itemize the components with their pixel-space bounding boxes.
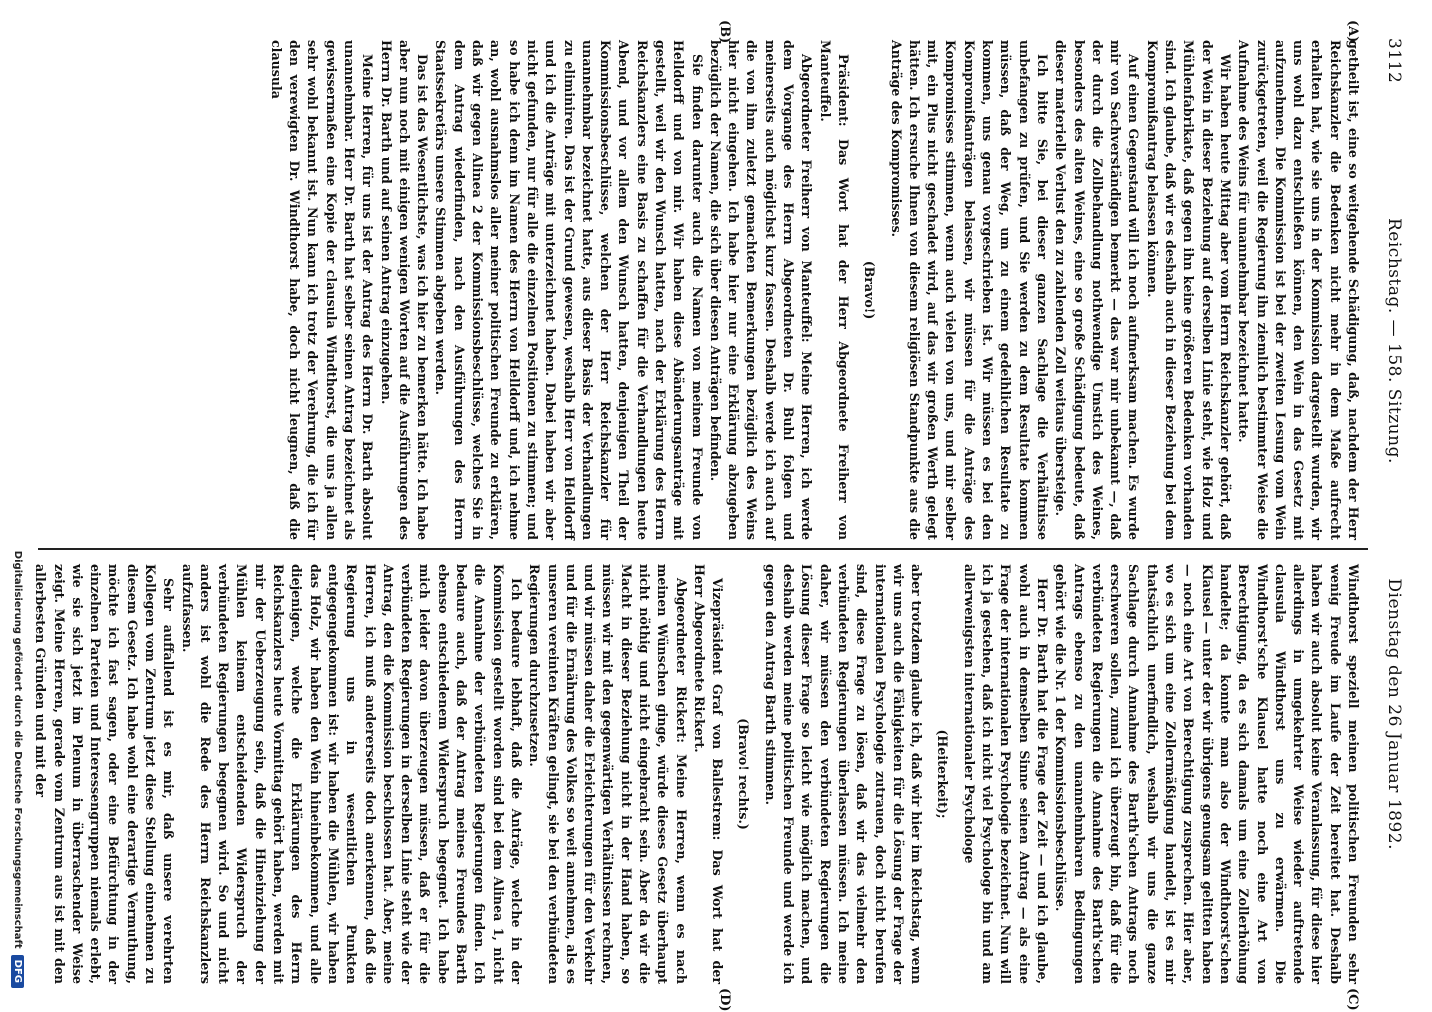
- paragraph: Abgeordneter Rickert: Meine Herren, wenn es nach meinen Wünschen ginge, würde dieses Gesetz überhaupt nicht nöthig und nicht eingebracht sein. Aber da wir die Macht in dieser Beziehung nicht in der Hand haben, so müssen wir mit den gegenwärtigen Verhältnissen rechnen, und wir müssen daher die Erleichterungen für den Verkehr und für die Ernährung des Volkes so weit annehmen, als es unseren vereinten Kräften gelingt, sie bei den verbündeten Regierungen durchzusetzen.: [527, 564, 689, 984]
- paragraph: getheilt ist, eine so weitgehende Schädigung, daß, nachdem der Herr Reichskanzler die Bedenken nicht mehr in dem Maße aufrecht erhalten hat, wie sie uns in der Kommission dargestellt wurden, wir uns wohl dazu entschließen können, den Wein in das Gesetz mit aufzunehmen. Die Kommission ist bei der zweiten Lesung vom Wein zurückgetreten, weil die Regierung ihn ziemlich bestimmter Weise die Aufnahme des Weins für unannehmbar bezeichnet hatte.: [1236, 40, 1361, 540]
- paragraph: Ich bedaure lebhaft, daß die Anträge, welche in der Kommission gestellt worden sind bei dem Alinea 1, nicht die Annahme der verbündeten Regierungen finden. Ich bedaure auch, daß der Antrag meines Freundes Barth ebenso entschiedenem Widerspruch begegnet. Ich habe mich leider davon überzeugen müssen, daß er für die verbündeten Regierungen in derselben Linie steht wie der Antrag, den die Kommission beschlossen hat. Aber, meine Herren, ich muß andererseits doch anerkennen, daß die Regierung uns in wesentlichen Punkten entgegengekommen ist: wir haben die Mühlen, wir haben das Holz, wir haben den Wein hineinbekommen, und alle diejenigen, welche die Erklärungen des Herrn Reichskanzlers heute Vormittag gehört haben, werden mit mir der Ueberzeugung sein, daß die Hineinziehung der Mühlen keinem entscheidenden Widerspruch der verbündeten Regierungen begegnen wird. So und nicht anders ist wohl die Rede des Herrn Reichskanzlers aufzufassen.: [179, 564, 524, 984]
- paragraph: Windthorst speziell meinen politischen Freunden sehr wenig Freude im Laufe der Zeit bereitet hat. Deshalb haben wir auch absolut keine Veranlassung, für diese hier allerdings in umgekehrter Weise wieder auftretende clausula Windthorst uns zu erwärmen. Die Windthorst'sche Klausel hatte noch eine Art von Berechtigung, da es sich damals um eine Zollerhöhung handelte; da konnte man also der Windthorst'schen Klausel — unter der wir übrigens genugsam gelitten haben — noch eine Art von Berechtigung zusprechen. Hier aber, wo es sich um eine Zollermäßigung handelt, ist es mir thatsächlich unerfindlich, weshalb wir uns die ganze Sachlage durch Annahme des Barth'schen Antrags noch erschweren sollen, zumal ich überzeugt bin, daß für die verbündeten Regierungen die Annahme des Barth'schen Antrags ebenso zu den unannehmbaren Bedingungen gehört wie die Nr. 1 der Kommissionsbeschlüsse.: [1053, 564, 1361, 984]
- paragraph: aber trotzdem glaube ich, daß wir hier im Reichstag, wenn wir uns auch die Fähigkeiten für die Lösung der Frage der internationalen Psychologie zutrauen, doch nicht berufen sind, diese Frage zu lösen, daß wir das vielmehr den verbündeten Regierungen überlassen müssen. Ich meine daher, wir müssen den verbündeten Regierungen die Lösung dieser Frage so leicht wie möglich machen, und deshalb werden meine politischen Freunde und werde ich gegen den Antrag Barth stimmen.: [762, 564, 925, 984]
- speaker-intro: Vizepräsident Graf von Ballestrem: Das Wort hat der Herr Abgeordnete Rickert.: [691, 564, 726, 984]
- paragraph: Abgeordneter Freiherr von Manteuffel: Meine Herren, ich werde dem Vorgange des Herrn Abgeordneten Dr. Buhl folgen und meinerseits auch möglichst kurz fassen. Deshalb werde ich auch auf die von ihm zuletzt gemachten Bemerkungen bezüglich des Weins hier nicht eingehen. Ich habe hier nur eine Erklärung abzugeben bezüglich der Namen, die sich über diesen Anträgen befinden.: [707, 40, 815, 540]
- speaker-intro: Präsident: Das Wort hat der Herr Abgeordnete Freiherr von Manteuffel.: [817, 40, 851, 540]
- dfg-logo: DFG: [11, 955, 24, 988]
- margin-marker-b: (B): [717, 20, 732, 44]
- paragraph: Wir haben heute Mittag aber vom Herrn Reichskanzler gehört, daß der Wein in dieser Beziehung auf derselben Linie steht, wie Holz und Mühlenfabrikate, daß gegen ihn keine größeren Bedenken vorhanden sind. Ich glaube, daß wir es deshalb auch in dieser Beziehung bei dem Kompromißantrag belassen können.: [1144, 40, 1233, 540]
- applause-note: (Bravo!): [862, 260, 878, 320]
- session-title: Reichstag. — 158. Sitzung.: [1384, 218, 1404, 464]
- running-head: [1376, 38, 1404, 960]
- paragraph: Meine Herren, für uns ist der Antrag des Herrn Dr. Barth absolut unannehmbar. Herr Dr. Barth hat selber seinen Antrag bezeichnet als gewissermaßen eine Kopie der clausula Windthorst, die uns ja allen sehr wohl bekannt ist. Nun kann ich trotz der Verehrung, die ich für den verewigten Dr. Windthorst habe, doch nicht leugnen, daß die clausula: [268, 40, 376, 540]
- paragraph: Das ist das Wesentlichste, was ich hier zu bemerken hätte. Ich habe aber nun noch mit einigen wenigen Worten auf die Ausführungen des Herrn Dr. Barth und auf seinen Antrag einzugehen.: [378, 40, 431, 540]
- margin-marker-c: (C): [1345, 988, 1360, 1011]
- paragraph: Ich bitte Sie, bei dieser ganzen Sachlage die Verhältnisse unbefangen zu prüfen, und Sie werden zu dem Resultate kommen müssen, daß der Weg, um zu einem gedeihlichen Resultate zu kommen, uns genau vorgeschrieben ist. Wir müssen es bei den Kompromißanträgen belassen, wir müssen für die Anträge des Kompromisses stimmen, wenn auch vielen von uns, und mir selber mit, ein Plus nicht geschadet wird, auf das wir großen Werth gelegt hätten. Ich ersuche Ihnen von diesem religiösen Standpunkte aus die Anträge des Kompromisses.: [888, 40, 1050, 540]
- digitization-credit: [6, 12, 24, 988]
- margin-marker-d: (D): [717, 988, 732, 1012]
- right-column: [33, 564, 1362, 984]
- paragraph: Herr Dr. Barth hat die Frage der Zeit — und ich glaube, wohl auch in demselben Sinne seinen Antrag — als eine Frage der internationalen Psychologie bezeichnet. Nun will ich ja gestehen, daß ich nicht viel Psychologe bin und am allerwenigsten internationaler Psychologe: [961, 564, 1050, 984]
- column-divider: [38, 548, 1368, 550]
- left-column: [42, 40, 1362, 540]
- applause-note: (Bravo! rechts.): [736, 718, 752, 830]
- paragraph: Sie finden darunter auch die Namen von meinem Freunde von Helldorff und von mir. Wir haben diese Abänderungsanträge mit gestellt, weil wir den Wunsch hatten, nach der Erklärung des Herrn Reichskanzlers eine Basis zu schaffen für die Verhandlungen heute Abend, und vor allem den Wunsch hatten, denjenigen Theil der Kommissionsbeschlüsse, welchen der Herr Reichskanzler für unannehmbar bezeichnet hatte, aus dieser Basis der Verhandlungen zu eliminiren. Das ist der Grund gewesen, weshalb Herr von Helldorff und ich die Anträge mit unterzeichnet haben. Dabei haben wir aber nicht gefunden, nur für alle die einzelnen Positionen zu stimmen; und so habe ich denn im Namen des Herrn von Helldorff und, ich nehme an, wohl ausnahmslos aller meiner politischen Freunde zu erklären, daß wir gegen Alinea 2 der Kommissionsbeschlüsse, welches Sie in dem Antrag wiederfinden, nach den Ausführungen des Herrn Staatssekretärs unsere Stimmen abgeben werden.: [433, 40, 705, 540]
- page-number: 3112: [1384, 38, 1404, 84]
- margin-marker-a: (A): [1345, 20, 1360, 43]
- paragraph: Sehr auffallend ist es mir, daß unsere verehrten Kollegen vom Zentrum jetzt diese Stellung einnehmen zu diesem Gesetz. Ich habe wohl eine derartige Vermuthung, möchte ich fast sagen, oder eine Befürchtung in der einzelnen Parteien und Interessengruppen niemals erlebt, wie sie sich jetzt im Plenum in überraschender Weise zeigt. Meine Herren, gerade vom Zentrum aus ist mit den allerbesten Gründen und mit der: [33, 564, 177, 984]
- credit-text: Digitalisierung gefördert durch die Deutsche Forschungsgemeinschaft: [12, 550, 23, 949]
- paragraph: Auf einen Gegenstand will ich noch aufmerksam machen. Es wurde mir von Sachverständigen bemerkt — das war mir unbekannt —, daß der durch die Zollbehandlung nothwendige Umstich des Weines, besonders des alten Weines, eine so große Schädigung bedeute, daß dieser materielle Verlust den zu zahlenden Zoll weitaus übersteige.: [1053, 40, 1142, 540]
- laughter-note: (Heiterkeit);: [935, 729, 951, 819]
- session-date: Dienstag den 26 Januar 1892.: [1384, 578, 1404, 850]
